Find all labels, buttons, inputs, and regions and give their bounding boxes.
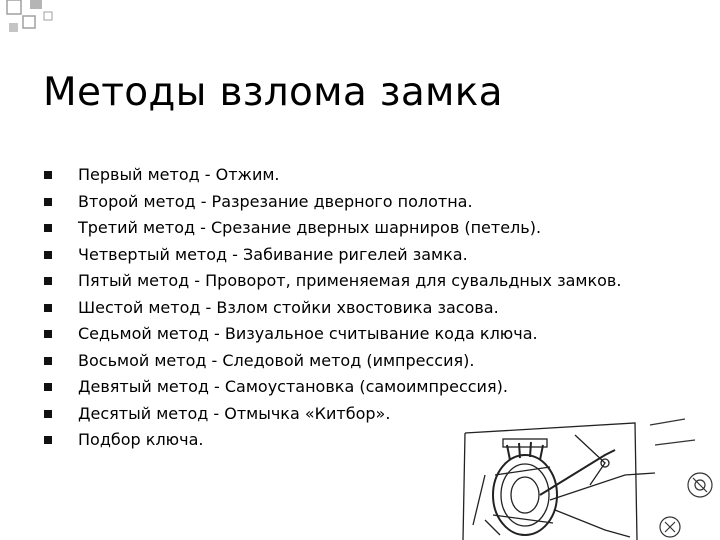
square-bullet-icon xyxy=(44,251,52,259)
lock-cylinder-drawing-icon xyxy=(455,415,720,540)
square-bullet-icon xyxy=(44,224,52,232)
list-item-text: Второй метод - Разрезание дверного полотна. xyxy=(78,191,473,211)
list-item xyxy=(42,295,621,322)
list-item-text: Подбор ключа. xyxy=(78,430,204,449)
square-bullet-icon xyxy=(44,277,52,285)
square-bullet-icon xyxy=(44,436,52,444)
list-item xyxy=(42,321,621,348)
corner-squares-decoration-icon xyxy=(0,0,70,50)
list-item-text: Третий метод - Срезание дверных шарниров (петель). xyxy=(78,218,542,237)
method-list xyxy=(42,162,621,454)
list-item-text: Шестой метод - Взлом стойки хвостовика засова. xyxy=(78,297,499,317)
list-item-text: Десятый метод - Отмычка «Китбор». xyxy=(78,403,391,423)
list-item-text: Четвертый метод - Забивание ригелей замка. xyxy=(78,244,468,264)
square-bullet-icon xyxy=(44,357,52,365)
list-item xyxy=(42,374,621,401)
list-item xyxy=(42,189,621,216)
list-item-text: Пятый метод - Проворот, применяемая для сувальдных замков. xyxy=(78,271,622,290)
square-bullet-icon xyxy=(44,383,52,391)
square-bullet-icon xyxy=(44,410,52,418)
list-item-text: Восьмой метод - Следовой метод (импрессия). xyxy=(78,350,475,370)
square-bullet-icon xyxy=(44,171,52,179)
square-bullet-icon xyxy=(44,330,52,338)
list-item xyxy=(42,215,621,242)
list-item xyxy=(42,348,621,375)
square-bullet-icon xyxy=(44,304,52,312)
list-item xyxy=(42,242,621,269)
slide-title: Методы взлома замка xyxy=(43,70,503,115)
list-item xyxy=(42,162,621,189)
list-item-text: Девятый метод - Самоустановка (самоимпрессия). xyxy=(78,377,508,396)
list-item-text: Седьмой метод - Визуальное считывание кода ключа. xyxy=(78,324,538,343)
list-item xyxy=(42,268,621,295)
square-bullet-icon xyxy=(44,198,52,206)
list-item-text: Первый метод - Отжим. xyxy=(78,165,280,184)
